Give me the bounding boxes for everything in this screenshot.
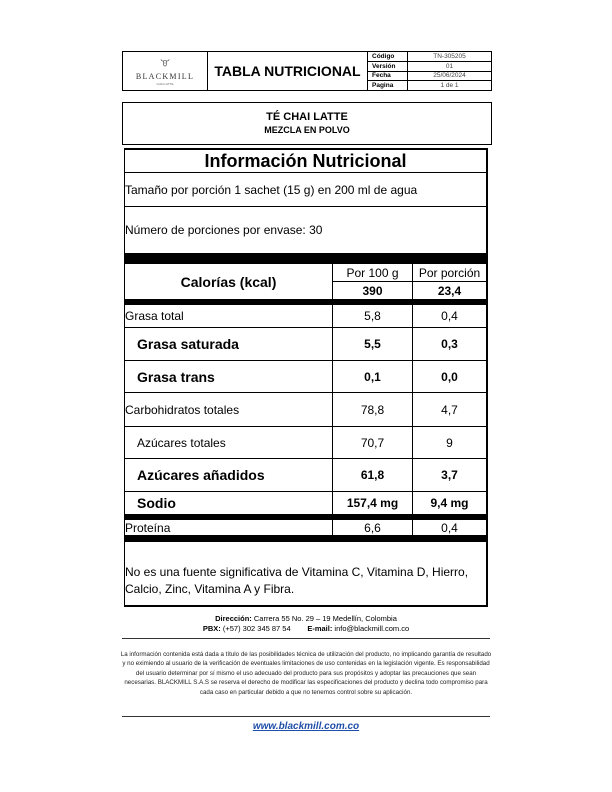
brand-tagline: CHAI LATTE <box>156 82 174 86</box>
meta-row-page: Pagina 1 de 1 <box>368 81 491 90</box>
document-title: TABLA NUTRICIONAL <box>208 52 368 90</box>
product-box <box>122 102 492 145</box>
address-line: Dirección: Carrera 55 No. 29 – 19 Medellín, Colombia <box>215 614 397 623</box>
brand-name: BLACKMILL <box>135 72 195 81</box>
legal-disclaimer: La información contenida está dada a título de las posibilidades técnica de utilización del producto, no implicando garantía de resultado y no eximiendo al usuario de la verificación de eventuales limitaciones de uso contenidas en la legislación vigente. Es responsabilidad del usuario determinar por sí mismo el uso adecuado del producto para sus propósitos y adoptar las precauciones que sean necesarias. BLACKMILL S.A.S se reserva el derecho de modificar las especificaciones del producto y declina todo compromiso para cada caso en particular debido a que no tenemos control sobre su aplicación. <box>120 651 492 696</box>
calories-per-serving: 23,4 <box>437 283 462 298</box>
meta-row-code: Código TN-305205 <box>368 52 491 62</box>
contact-info <box>0 614 612 634</box>
calories-row <box>125 264 486 299</box>
phone-email-line: PBX: (+57) 302 345 87 54 E-mail: info@blackmill.com.co <box>202 624 410 633</box>
nutrient-row-total-sugars: Azúcares totales 70,7 9 <box>125 427 486 459</box>
product-subtitle: MEZCLA EN POLVO <box>264 125 350 135</box>
nutrient-row-added-sugars: Azúcares añadidos 61,8 3,7 <box>125 459 486 492</box>
brand-logo <box>123 52 208 90</box>
nutrition-note: No es una fuente significativa de Vitamina C, Vitamina D, Hierro, Calcio, Zinc, Vitamina A y Fibra. <box>125 565 469 596</box>
divider-bar <box>125 253 486 264</box>
calories-label: Calorías (kcal) <box>180 273 277 290</box>
nutrient-row-trans-fat: Grasa trans 0,1 0,0 <box>125 361 486 393</box>
nutrition-facts-table <box>124 148 488 607</box>
document-header <box>122 51 492 91</box>
calories-per-100g: 390 <box>362 283 383 298</box>
per-100g-header: Por 100 g <box>333 264 412 282</box>
footer-divider <box>122 716 490 717</box>
website-link[interactable]: www.blackmill.com.co <box>252 721 360 732</box>
per-serving-header: Por porción <box>413 264 486 282</box>
servings-per-container: Número de porciones por envase: 30 <box>125 223 323 237</box>
document-meta <box>368 52 491 90</box>
nutrient-row-protein: Proteína 6,6 0,4 <box>125 520 486 536</box>
product-name: TÉ CHAI LATTE <box>266 111 348 123</box>
footer-divider <box>122 638 490 639</box>
nutrient-row-carbohydrates: Carbohidratos totales 78,8 4,7 <box>125 393 486 427</box>
meta-row-date: Fecha 25/06/2024 <box>368 72 491 82</box>
meta-row-version: Versión 01 <box>368 62 491 72</box>
nutrient-row-saturated-fat: Grasa saturada 5,5 0,3 <box>125 328 486 361</box>
facts-title: Información Nutricional <box>125 150 486 173</box>
bull-logo-icon <box>158 56 172 70</box>
nutrient-row-sodium: Sodio 157,4 mg 9,4 mg <box>125 492 486 514</box>
serving-size: Tamaño por porción 1 sachet (15 g) en 200 ml de agua <box>125 173 486 207</box>
nutrient-row-total-fat: Grasa total 5,8 0,4 <box>125 305 486 328</box>
